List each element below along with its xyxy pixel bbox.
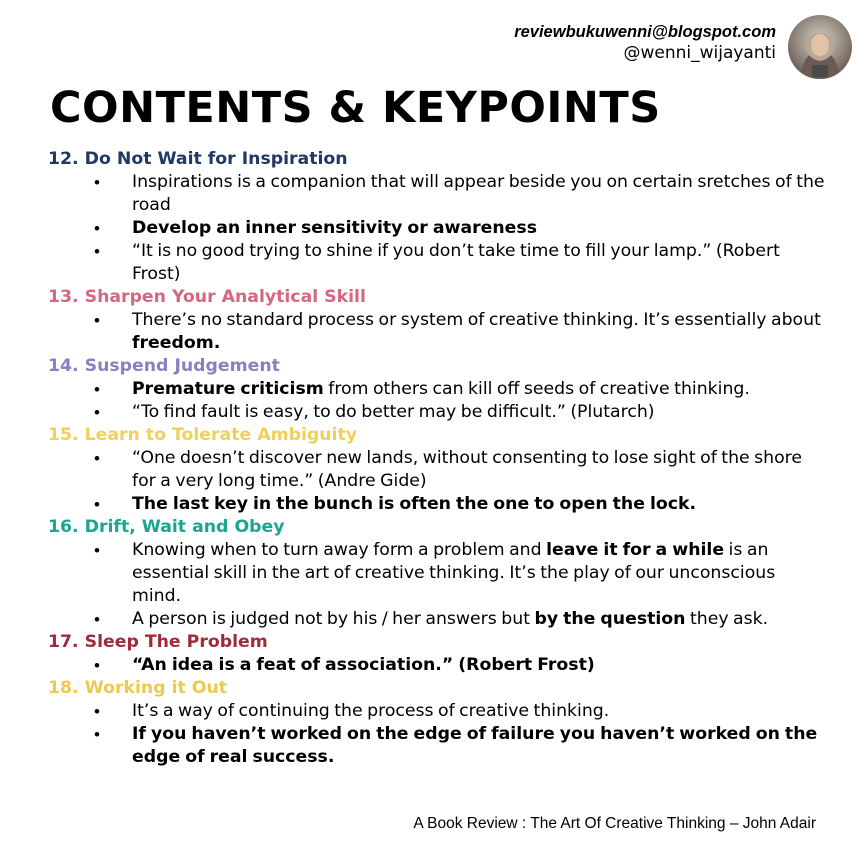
bullet-icon: • xyxy=(94,219,100,238)
list-item xyxy=(48,493,828,516)
point-text xyxy=(132,700,828,723)
point-text xyxy=(132,654,828,677)
list-item xyxy=(48,378,828,401)
section-title: 14. Suspend Judgement xyxy=(48,356,280,376)
list-item xyxy=(48,240,828,286)
section-title: 18. Working it Out xyxy=(48,678,228,698)
point-text-bold: The last key in the bunch is often the one to open the lock. xyxy=(132,494,697,514)
section-points xyxy=(48,654,828,677)
bullet-icon: • xyxy=(94,403,100,422)
section-points xyxy=(48,378,828,424)
bullet-icon: • xyxy=(94,380,100,399)
page-title: CONTENTS & KEYPOINTS xyxy=(50,83,661,133)
section-points xyxy=(48,447,828,516)
point-text-bold: leave it for a while xyxy=(546,540,725,560)
point-text-run: There’s no standard process or system of creative thinking. It’s essentially about xyxy=(132,310,821,330)
bullet-icon: • xyxy=(94,173,100,192)
point-text xyxy=(132,240,828,286)
list-item xyxy=(48,608,828,631)
list-item xyxy=(48,447,828,493)
bullet-icon: • xyxy=(94,242,100,261)
section-points xyxy=(48,539,828,631)
point-text-run: they ask. xyxy=(685,609,769,629)
point-text xyxy=(132,723,828,769)
section-points xyxy=(48,700,828,769)
section-points xyxy=(48,171,828,286)
point-text-run: “To find fault is easy, to do better may be difficult.” (Plutarch) xyxy=(132,402,655,422)
bullet-icon: • xyxy=(94,495,100,514)
point-text xyxy=(132,309,828,355)
footer-book-credit: A Book Review : The Art Of Creative Thinking – John Adair xyxy=(413,815,816,832)
point-text-run: Inspirations is a companion that will appear beside you on certain sretches of the road xyxy=(132,172,825,215)
social-handle[interactable]: @wenni_wijayanti xyxy=(623,43,776,63)
point-text-bold: Premature criticism xyxy=(132,379,324,399)
point-text-run: “One doesn’t discover new lands, without consenting to lose sight of the shore for a very long time.” (Andre Gide) xyxy=(132,448,803,491)
list-item xyxy=(48,309,828,355)
bullet-icon: • xyxy=(94,656,100,675)
bullet-icon: • xyxy=(94,449,100,468)
point-text xyxy=(132,493,828,516)
blog-url[interactable]: reviewbukuwenni@blogspot.com xyxy=(514,23,776,41)
point-text xyxy=(132,171,828,217)
header-credits xyxy=(514,22,776,64)
list-item xyxy=(48,401,828,424)
bullet-icon: • xyxy=(94,311,100,330)
section-title: 13. Sharpen Your Analytical Skill xyxy=(48,287,366,307)
point-text-bold: “An idea is a feat of association.” (Robert Frost) xyxy=(132,655,595,675)
list-item xyxy=(48,723,828,769)
point-text-bold: Develop an inner sensitivity or awareness xyxy=(132,218,537,238)
keypoints-list xyxy=(48,148,828,769)
point-text-bold: freedom. xyxy=(132,333,221,353)
section-title: 12. Do Not Wait for Inspiration xyxy=(48,149,348,169)
profile-photo-icon xyxy=(788,15,852,79)
point-text-run: It’s a way of continuing the process of creative thinking. xyxy=(132,701,610,721)
bullet-icon: • xyxy=(94,725,100,744)
bullet-icon: • xyxy=(94,541,100,560)
point-text xyxy=(132,217,828,240)
list-item xyxy=(48,217,828,240)
list-item xyxy=(48,654,828,677)
list-item xyxy=(48,700,828,723)
section-points xyxy=(48,309,828,355)
point-text-bold: by the question xyxy=(534,609,686,629)
point-text-run: “It is no good trying to shine if you don’t take time to fill your lamp.” (Robert Frost) xyxy=(132,241,780,284)
point-text-bold: If you haven’t worked on the edge of failure you haven’t worked on the edge of real success. xyxy=(132,724,818,767)
avatar xyxy=(788,15,852,79)
point-text-run: is an essential skill in the art of creative thinking. It’s the play of our unconscious mind. xyxy=(132,540,776,606)
bullet-icon: • xyxy=(94,702,100,721)
bullet-icon: • xyxy=(94,610,100,629)
point-text xyxy=(132,401,828,424)
list-item xyxy=(48,171,828,217)
section-title: 16. Drift, Wait and Obey xyxy=(48,517,285,537)
point-text-run: from others can kill off seeds of creative thinking. xyxy=(323,379,750,399)
point-text xyxy=(132,447,828,493)
point-text xyxy=(132,539,828,608)
section-title: 15. Learn to Tolerate Ambiguity xyxy=(48,425,358,445)
point-text xyxy=(132,378,828,401)
point-text-run: A person is judged not by his / her answers but xyxy=(132,609,535,629)
section-title: 17. Sleep The Problem xyxy=(48,632,268,652)
point-text-run: Knowing when to turn away form a problem and xyxy=(132,540,547,560)
list-item xyxy=(48,539,828,608)
point-text xyxy=(132,608,828,631)
